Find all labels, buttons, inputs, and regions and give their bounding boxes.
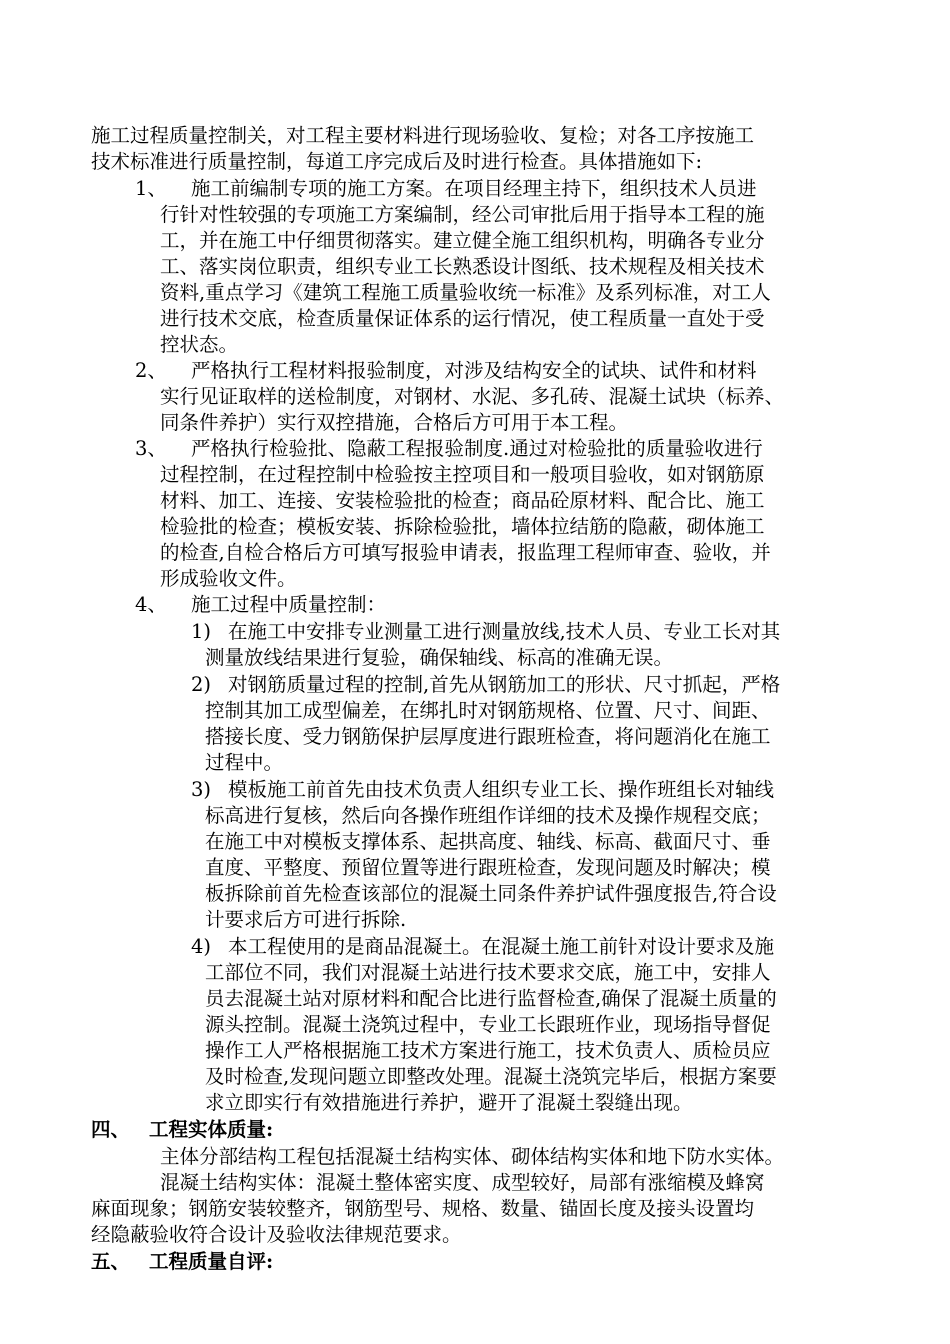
- subitem-number: 2): [191, 673, 212, 696]
- subitem-line: 控制其加工成型偏差，在绑扎时对钢筋规格、位置、尺寸、间距、: [205, 699, 771, 722]
- subitem-line: 本工程使用的是商品混凝土。在混凝土施工前针对设计要求及施: [228, 935, 775, 958]
- item-line: 工、落实岗位职责，组织专业工长熟悉设计图纸、技术规程及相关技术: [160, 255, 765, 278]
- body-line: 混凝土结构实体：混凝土整体密实度、成型较好，局部有涨缩模及蜂窝: [160, 1171, 765, 1194]
- section-title: 工程实体质量:: [149, 1118, 274, 1141]
- subitem-line: 求立即实行有效措施进行养护，避开了混凝土裂缝出现。: [205, 1091, 693, 1114]
- subitem-line: 及时检查,发现问题立即整改处理。混凝土浇筑完毕后，根据方案要: [205, 1065, 777, 1088]
- item-line: 形成验收文件。: [160, 567, 297, 590]
- subitem-line: 操作工人严格根据施工技术方案进行施工，技术负责人、质检员应: [205, 1039, 771, 1062]
- subitem-line: 在施工中对模板支撑体系、起拱高度、轴线、标高、截面尺寸、垂: [205, 830, 771, 853]
- subitem-number: 1): [191, 620, 212, 643]
- item-number: 3、: [135, 437, 167, 460]
- subitem-line: 搭接长度、受力钢筋保护层厚度进行跟班检查，将问题消化在施工: [205, 725, 771, 748]
- item-line: 过程控制，在过程控制中检验按主控项目和一般项目验收，如对钢筋原: [160, 463, 765, 486]
- item-line: 控状态。: [160, 333, 239, 356]
- subitem-line: 模板施工前首先由技术负责人组织专业工长、操作班组长对轴线: [228, 778, 775, 801]
- subitem-line: 测量放线结果进行复验，确保轴线、标高的准确无误。: [205, 646, 674, 669]
- subitem-line: 源头控制。混凝土浇筑过程中，专业工长跟班作业，现场指导督促: [205, 1013, 771, 1036]
- item-line: 的检查,自检合格后方可填写报验申请表，报监理工程师审查、验收，并: [160, 541, 771, 564]
- intro-line: 施工过程质量控制关，对工程主要材料进行现场验收、复检；对各工序按施工: [91, 124, 755, 147]
- item-line: 严格执行检验批、隐蔽工程报验制度.通过对检验批的质量验收进行: [191, 437, 763, 460]
- item-number: 4、: [135, 593, 167, 616]
- subitem-line: 员去混凝土站对原材料和配合比进行监督检查,确保了混凝土质量的: [205, 987, 777, 1010]
- item-line: 同条件养护）实行双控措施，合格后方可用于本工程。: [160, 411, 629, 434]
- item-line: 进行技术交底，检查质量保证体系的运行情况，使工程质量一直处于受: [160, 307, 765, 330]
- item-line: 施工过程中质量控制：: [191, 593, 387, 616]
- subitem-line: 过程中。: [205, 751, 284, 774]
- section-number: 五、: [91, 1250, 131, 1273]
- subitem-line: 计要求后方可进行拆除.: [205, 908, 407, 931]
- item-number: 1、: [135, 177, 167, 200]
- item-line: 检验批的检查；模板安装、拆除检验批，墙体拉结筋的隐蔽，砌体施工: [160, 515, 765, 538]
- body-line: 主体分部结构工程包括混凝土结构实体、砌体结构实体和地下防水实体。: [160, 1145, 785, 1168]
- subitem-line: 标高进行复核，然后向各操作班组作详细的技术及操作规程交底；: [205, 804, 771, 827]
- subitem-line: 工部位不同，我们对混凝土站进行技术要求交底，施工中，安排人: [205, 961, 771, 984]
- section-title: 工程质量自评:: [149, 1250, 274, 1273]
- body-line: 麻面现象；钢筋安装较整齐，钢筋型号、规格、数量、锚固长度及接头设置均: [91, 1197, 755, 1220]
- item-line: 资料,重点学习《建筑工程施工质量验收统一标准》及系列标准，对工人: [160, 281, 771, 304]
- section-number: 四、: [91, 1118, 131, 1141]
- item-line: 工，并在施工中仔细贯彻落实。建立健全施工组织机构，明确各专业分: [160, 229, 765, 252]
- item-line: 施工前编制专项的施工方案。在项目经理主持下，组织技术人员进: [191, 177, 757, 200]
- item-line: 行针对性较强的专项施工方案编制，经公司审批后用于指导本工程的施: [160, 203, 765, 226]
- item-line: 材料、加工、连接、安装检验批的检查；商品砼原材料、配合比、施工: [160, 489, 765, 512]
- subitem-line: 板拆除前首先检查该部位的混凝土同条件养护试件强度报告,符合设: [205, 882, 777, 905]
- subitem-line: 直度、平整度、预留位置等进行跟班检查，发现问题及时解决；模: [205, 856, 771, 879]
- item-number: 2、: [135, 359, 167, 382]
- subitem-line: 在施工中安排专业测量工进行测量放线,技术人员、专业工长对其: [228, 620, 781, 643]
- item-line: 实行见证取样的送检制度，对钢材、水泥、多孔砖、混凝土试块（标养、: [160, 385, 785, 408]
- intro-line: 技术标准进行质量控制，每道工序完成后及时进行检查。具体措施如下:: [91, 150, 703, 173]
- item-line: 严格执行工程材料报验制度，对涉及结构安全的试块、试件和材料: [191, 359, 757, 382]
- subitem-line: 对钢筋质量过程的控制,首先从钢筋加工的形状、尺寸抓起，严格: [228, 673, 781, 696]
- subitem-number: 3): [191, 778, 212, 801]
- subitem-number: 4): [191, 935, 212, 958]
- body-line: 经隐蔽验收符合设计及验收法律规范要求。: [91, 1223, 462, 1246]
